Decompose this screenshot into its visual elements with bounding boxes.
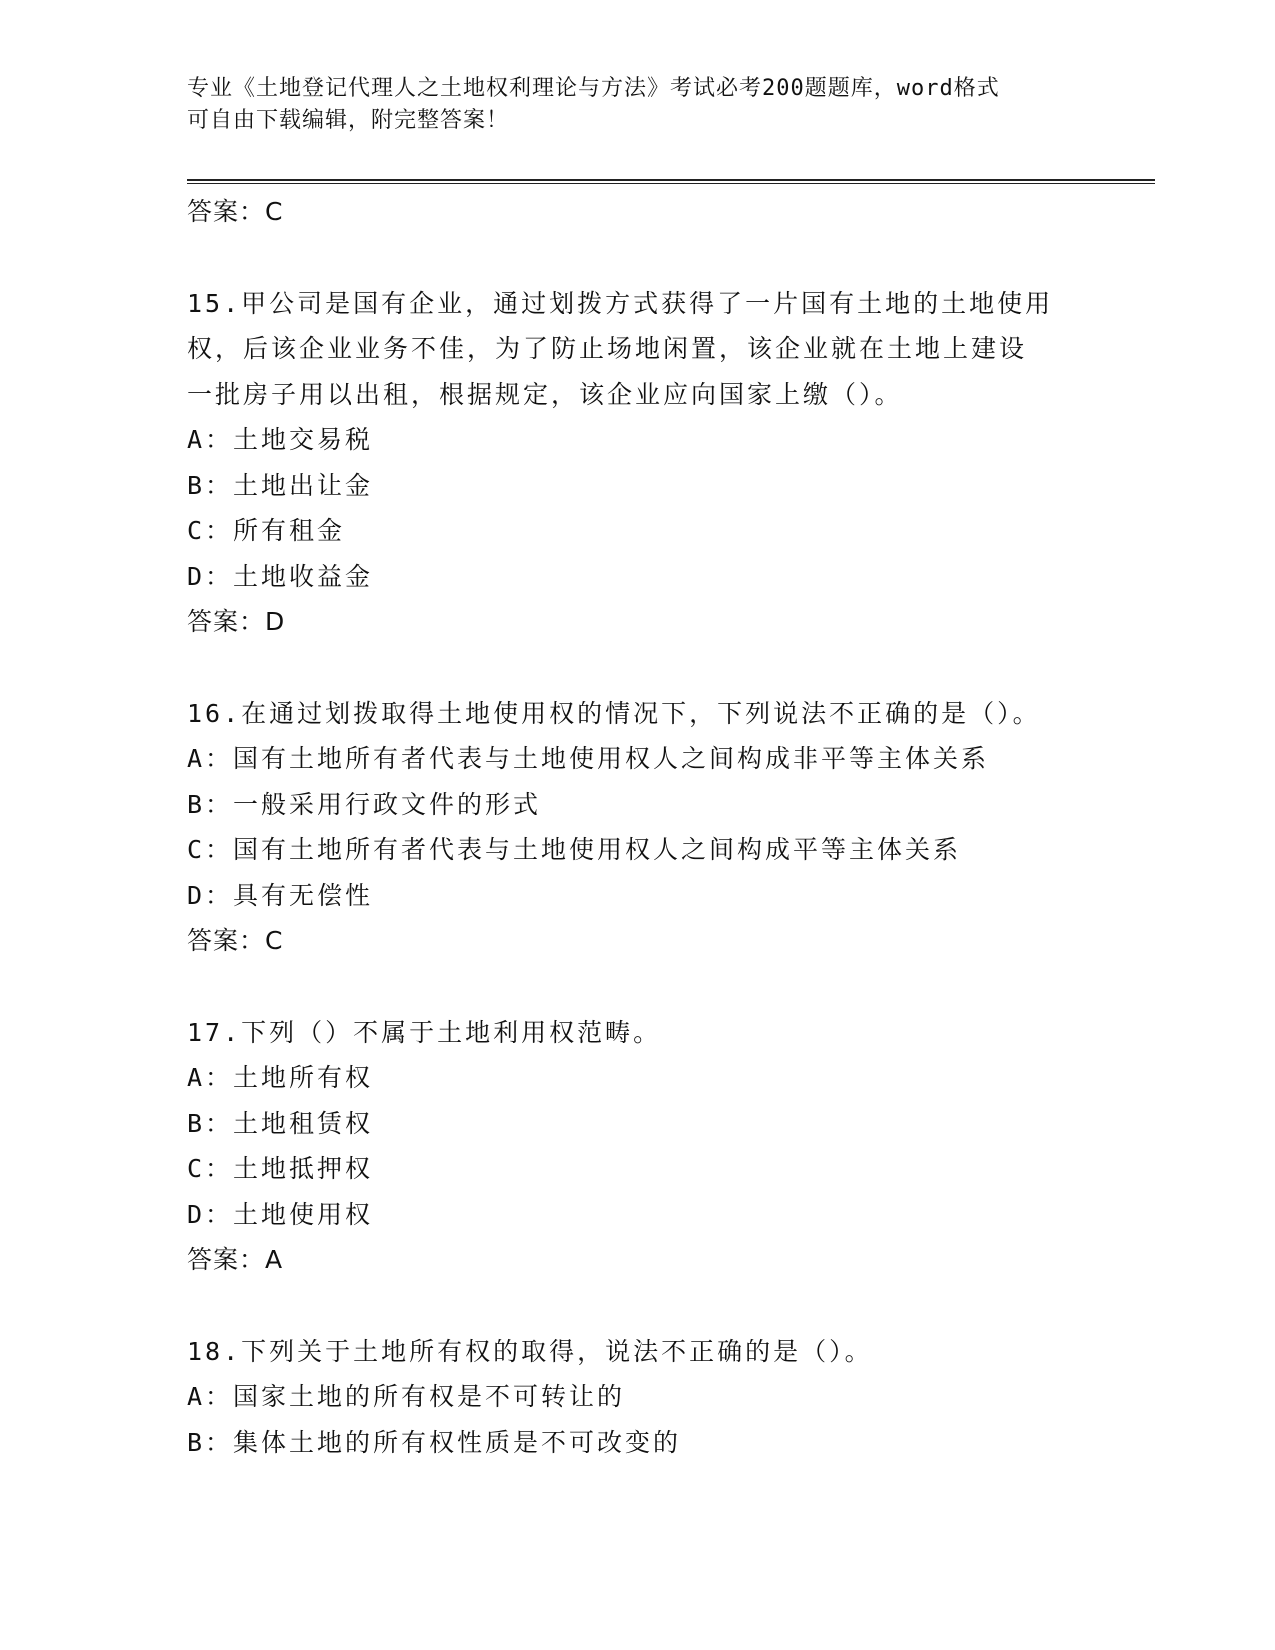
answer-line: 答案：D	[187, 607, 286, 636]
question-17	[187, 1010, 1147, 1283]
answer-line: 答案：A	[187, 1245, 284, 1274]
question-stem-line: 权，后该企业业务不佳，为了防止场地闲置，该企业就在土地上建设	[187, 334, 1028, 363]
option-d: D：土地使用权	[187, 1199, 374, 1229]
option-a: A：土地所有权	[187, 1063, 374, 1092]
option-b: B：土地出让金	[187, 470, 374, 500]
option-c: C：所有租金	[187, 516, 346, 545]
option-c: C：土地抵押权	[187, 1154, 374, 1183]
option-b: B：集体土地的所有权性质是不可改变的	[187, 1427, 682, 1457]
question-stem-line: 15.甲公司是国有企业，通过划拨方式获得了一片国有土地的土地使用	[187, 288, 1054, 318]
header-title-line-1: 专业《土地登记代理人之土地权利理论与方法》考试必考200题题库，word格式	[187, 76, 1000, 101]
answer-line: 答案：C	[187, 926, 284, 955]
spacer	[187, 645, 1147, 691]
option-a: A：国有土地所有者代表与土地使用权人之间构成非平等主体关系	[187, 744, 990, 773]
page-header	[187, 73, 1087, 137]
header-divider	[187, 179, 1155, 184]
option-d: D：具有无偿性	[187, 880, 374, 910]
option-a: A：国家土地的所有权是不可转让的	[187, 1382, 626, 1411]
question-18	[187, 1329, 1147, 1466]
spacer	[187, 235, 1147, 281]
header-title-line-2: 可自由下载编辑，附完整答案！	[187, 108, 510, 133]
option-c: C：国有土地所有者代表与土地使用权人之间构成平等主体关系	[187, 835, 962, 864]
question-15	[187, 281, 1147, 645]
spacer	[187, 964, 1147, 1010]
question-stem-line: 16.在通过划拨取得土地使用权的情况下，下列说法不正确的是（）。	[187, 698, 1041, 728]
option-a: A：土地交易税	[187, 425, 374, 454]
option-b: B：一般采用行政文件的形式	[187, 789, 542, 819]
question-stem-line: 一批房子用以出租，根据规定，该企业应向国家上缴（）。	[187, 379, 903, 409]
answer-line: 答案：C	[187, 197, 284, 226]
question-stem-line: 18.下列关于土地所有权的取得，说法不正确的是（）。	[187, 1336, 873, 1366]
question-16	[187, 691, 1147, 964]
option-b: B：土地租赁权	[187, 1108, 374, 1138]
spacer	[187, 1283, 1147, 1329]
question-stem-line: 17.下列（）不属于土地利用权范畴。	[187, 1017, 662, 1047]
question-list	[187, 189, 1147, 1465]
option-d: D：土地收益金	[187, 561, 374, 591]
